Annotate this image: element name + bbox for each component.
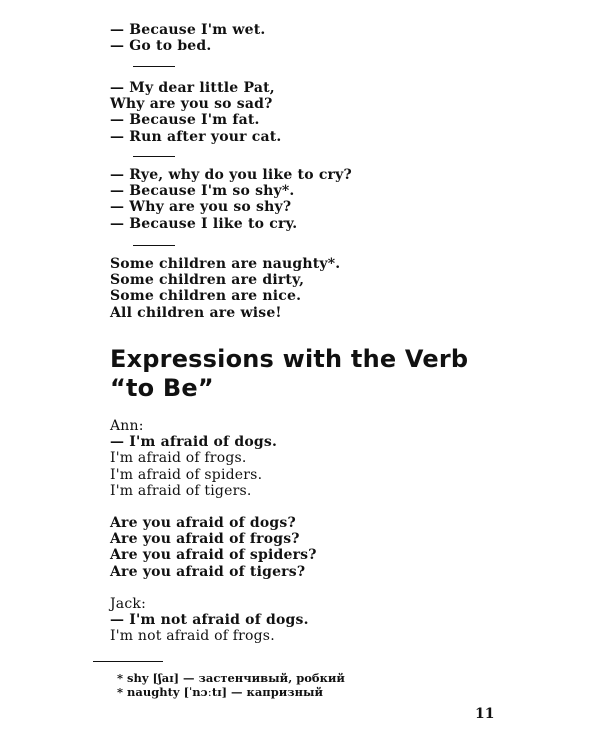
verse-line: — Go to bed. — [110, 38, 212, 55]
dialog-line: I'm not afraid of frogs. — [110, 628, 275, 645]
dialog-line: — I'm afraid of dogs. — [110, 434, 278, 451]
dialog-line: I'm afraid of frogs. — [110, 450, 247, 467]
footnote-line: * naughty [ˈnɔːtɪ] — капризный — [117, 685, 324, 699]
speaker-name: Ann: — [110, 418, 144, 434]
verse-line: — Because I'm fat. — [110, 112, 260, 129]
section-divider — [133, 66, 175, 67]
dialog-jack — [110, 596, 309, 645]
verse-line: — Rye, why do you like to cry? — [110, 167, 352, 183]
footnotes — [117, 671, 345, 699]
section-divider — [133, 245, 175, 246]
verse-2 — [110, 80, 282, 145]
dialog-line: — I'm not afraid of dogs. — [110, 612, 309, 629]
dialog-questions — [110, 515, 317, 580]
verse-1 — [110, 22, 265, 54]
verse-line: Why are you so sad? — [110, 96, 273, 113]
page-number: 11 — [475, 706, 495, 722]
section-heading — [110, 345, 468, 403]
verse-line: — Why are you so shy? — [110, 199, 292, 216]
question-line: Are you afraid of spiders? — [110, 547, 317, 564]
section-divider — [133, 156, 175, 157]
heading-line: Expressions with the Verb — [110, 345, 469, 373]
dialog-ann — [110, 418, 277, 499]
verse-line: — Because I like to cry. — [110, 215, 298, 232]
verse-line: Some children are dirty, — [110, 272, 305, 289]
question-line: Are you afraid of dogs? — [110, 515, 296, 531]
question-line: Are you afraid of frogs? — [110, 531, 300, 548]
heading-line: “to Be” — [110, 374, 214, 402]
verse-line: All children are wise! — [110, 304, 282, 321]
dialog-line: I'm afraid of tigers. — [110, 482, 252, 499]
verse-line: — Run after your cat. — [110, 128, 282, 145]
question-line: Are you afraid of tigers? — [110, 563, 306, 580]
verse-line: — My dear little Pat, — [110, 80, 275, 96]
footnote-line: * shy [ʃaɪ] — застенчивый, робкий — [117, 671, 345, 685]
verse-line: — Because I'm wet. — [110, 22, 266, 38]
verse-3 — [110, 167, 352, 232]
verse-line: — Because I'm so shy*. — [110, 183, 295, 200]
verse-4 — [110, 256, 340, 321]
speaker-name: Jack: — [110, 596, 146, 612]
footnote-divider — [93, 661, 163, 662]
verse-line: Some children are naughty*. — [110, 256, 341, 272]
dialog-line: I'm afraid of spiders. — [110, 466, 263, 483]
verse-line: Some children are nice. — [110, 288, 302, 305]
